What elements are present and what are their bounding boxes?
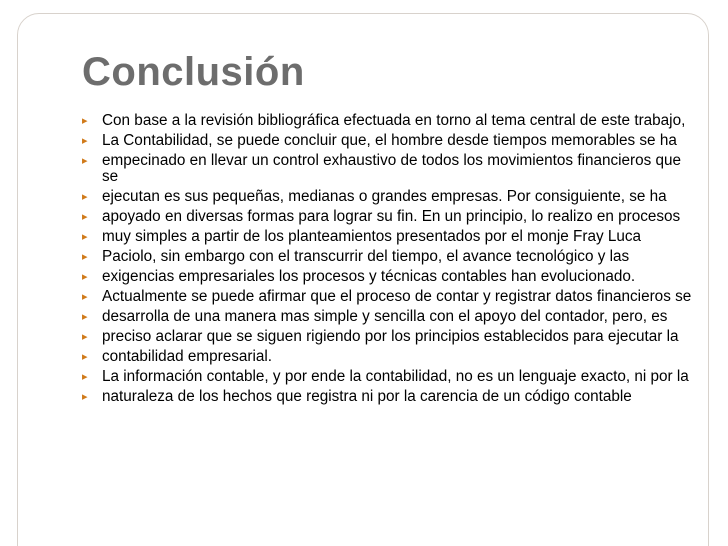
bullet-item: [82, 209, 692, 225]
bullet-item: [82, 133, 692, 149]
bullet-arrow-icon: ▸: [82, 391, 88, 403]
bullet-text: naturaleza de los hechos que registra ni por la carencia de un código contable: [102, 388, 632, 405]
bullet-text: ejecutan es sus pequeñas, medianas o grandes empresas. Por consiguiente, se ha: [102, 188, 667, 205]
bullet-arrow-icon: ▸: [82, 211, 88, 223]
bullet-text: muy simples a partir de los planteamientos presentados por el monje Fray Luca: [102, 228, 642, 245]
bullet-item: [82, 369, 692, 385]
bullet-arrow-icon: ▸: [82, 311, 88, 323]
bullet-item: [82, 289, 692, 305]
bullet-text: exigencias empresariales los procesos y técnicas contables han evolucionado.: [102, 268, 636, 285]
bullet-item: [82, 349, 692, 365]
bullet-text: Con base a la revisión bibliográfica efectuada en torno al tema central de este trabajo,: [102, 112, 686, 129]
bullet-arrow-icon: ▸: [82, 251, 88, 263]
bullet-arrow-icon: ▸: [82, 191, 88, 203]
bullet-text: Actualmente se puede afirmar que el proceso de contar y registrar datos financieros se: [102, 288, 692, 305]
bullet-arrow-icon: ▸: [82, 135, 88, 147]
slide-title: Conclusión: [82, 50, 305, 94]
bullet-text: empecinado en llevar un control exhaustivo de todos los movimientos financieros que se: [102, 152, 682, 185]
bullet-arrow-icon: ▸: [82, 155, 88, 167]
bullet-item: [82, 229, 692, 245]
bullet-text: Paciolo, sin embargo con el transcurrir del tiempo, el avance tecnológico y las: [102, 248, 630, 265]
bullet-item: [82, 113, 692, 129]
bullet-item: [82, 189, 692, 205]
bullet-text: contabilidad empresarial.: [102, 348, 273, 365]
bullet-arrow-icon: ▸: [82, 291, 88, 303]
bullet-item: [82, 329, 692, 345]
bullet-arrow-icon: ▸: [82, 115, 88, 127]
bullet-arrow-icon: ▸: [82, 231, 88, 243]
bullet-text: apoyado en diversas formas para lograr su fin. En un principio, lo realizo en procesos: [102, 208, 681, 225]
bullet-arrow-icon: ▸: [82, 371, 88, 383]
bullet-item: [82, 153, 692, 185]
bullet-item: [82, 269, 692, 285]
bullet-arrow-icon: ▸: [82, 271, 88, 283]
bullet-text: preciso aclarar que se siguen rigiendo por los principios establecidos para ejecutar la: [102, 328, 679, 345]
bullet-item: [82, 309, 692, 325]
bullet-item: [82, 249, 692, 265]
bullet-arrow-icon: ▸: [82, 331, 88, 343]
bullet-list: [82, 113, 692, 409]
bullet-text: La información contable, y por ende la contabilidad, no es un lenguaje exacto, ni por la: [102, 368, 689, 385]
bullet-text: desarrolla de una manera mas simple y sencilla con el apoyo del contador, pero, es: [102, 308, 668, 325]
bullet-text: La Contabilidad, se puede concluir que, el hombre desde tiempos memorables se ha: [102, 132, 677, 149]
bullet-arrow-icon: ▸: [82, 351, 88, 363]
bullet-item: [82, 389, 692, 405]
